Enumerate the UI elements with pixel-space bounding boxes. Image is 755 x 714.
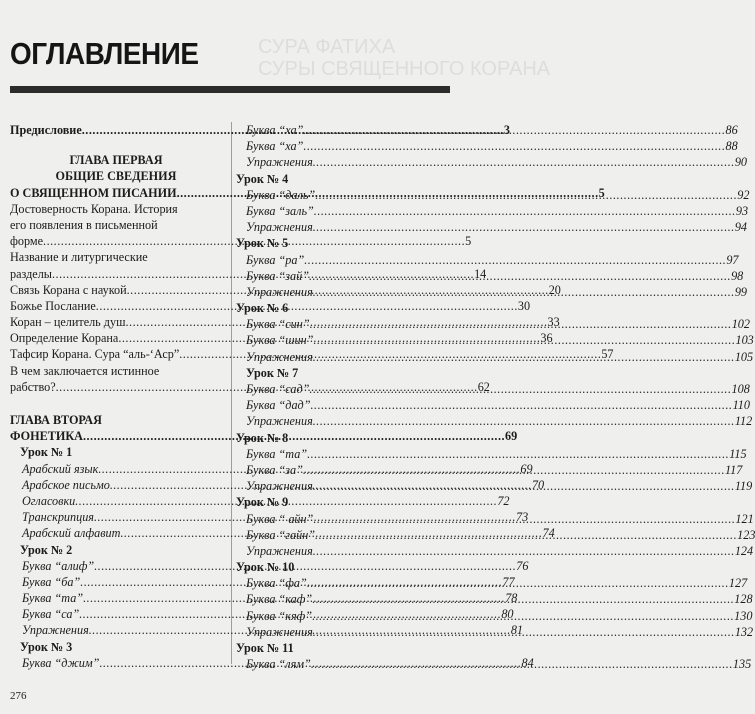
toc-entry[interactable]: Упражнения ..... 105 bbox=[236, 349, 438, 365]
toc-entry[interactable]: Определение Корана ..... 36 bbox=[10, 330, 222, 346]
toc-entry-line: Достоверность Корана. История bbox=[10, 201, 178, 216]
lesson-heading: Урок № 8 bbox=[236, 430, 289, 445]
toc-entry[interactable]: Буква “дад” ..... 110 bbox=[236, 397, 438, 413]
chapter-heading: ГЛАВА ВТОРАЯ bbox=[10, 413, 102, 427]
toc-entry[interactable]: Арабский алфавит ..... 74 bbox=[10, 525, 222, 541]
toc-entry[interactable]: Буква “та” ..... 115 bbox=[236, 446, 438, 462]
toc-entry[interactable]: Буква “лям” ..... 135 bbox=[236, 656, 438, 672]
lesson-heading: Урок № 5 bbox=[236, 236, 289, 251]
toc-entry[interactable]: Буква “ха” ..... 86 bbox=[236, 122, 438, 138]
toc-entry[interactable]: Упражнения ..... 99 bbox=[236, 284, 438, 300]
chapter-heading: ГЛАВА ПЕРВАЯ bbox=[69, 153, 163, 168]
toc-entry[interactable]: Буква “даль” ..... 92 bbox=[236, 187, 438, 203]
toc-entry[interactable]: Буква “сад” ..... 108 bbox=[236, 381, 438, 397]
toc-entry-line: В чем заключается истинное bbox=[10, 363, 160, 378]
toc-entry[interactable]: рабство? ..... 62 bbox=[10, 379, 222, 395]
toc-entry[interactable]: Упражнения ..... 124 bbox=[236, 543, 438, 559]
toc-entry[interactable]: Буква “за” ..... 117 bbox=[236, 462, 438, 478]
lesson-heading: Урок № 6 bbox=[236, 301, 289, 316]
toc-entry[interactable]: Буква “каф” ..... 128 bbox=[236, 591, 438, 607]
toc-entry[interactable]: Буква “ айн” ..... 121 bbox=[236, 511, 438, 527]
toc-entry[interactable]: Буква “заль” ..... 93 bbox=[236, 203, 438, 219]
toc-entry[interactable]: Буква “джим” ..... 84 bbox=[10, 655, 222, 671]
toc-entry[interactable]: Буква “син” ..... 102 bbox=[236, 316, 438, 332]
toc-entry[interactable]: Транскрипция ..... 73 bbox=[10, 509, 222, 525]
toc-entry[interactable]: Упражнения ..... 132 bbox=[236, 624, 438, 640]
toc-entry[interactable]: разделы ..... 14 bbox=[10, 266, 222, 282]
title-rule bbox=[10, 86, 450, 93]
toc-entry[interactable]: Упражнения ..... 119 bbox=[236, 478, 438, 494]
page-title: ОГЛАВЛЕНИЕ bbox=[10, 36, 199, 71]
lesson-heading: Урок № 10 bbox=[236, 560, 295, 575]
toc-entry[interactable]: Буква “са” ..... 80 bbox=[10, 606, 222, 622]
toc-entry-chapter1[interactable]: О СВЯЩЕННОМ ПИСАНИИ ..... 5 bbox=[10, 185, 222, 201]
toc-entry-line: его появления в письменной bbox=[10, 217, 158, 232]
chapter-title: ОБЩИЕ СВЕДЕНИЯ bbox=[55, 169, 177, 184]
toc-entry[interactable]: Буква “ра” ..... 97 bbox=[236, 252, 438, 268]
toc-entry[interactable]: форме ..... 5 bbox=[10, 233, 222, 249]
page-number: 276 bbox=[10, 690, 27, 702]
toc-entry[interactable]: Буква “ба” ..... 77 bbox=[10, 574, 222, 590]
toc-entry[interactable]: Огласовки ..... 72 bbox=[10, 493, 222, 509]
lesson-heading: Урок № 7 bbox=[246, 365, 299, 380]
toc-entry[interactable]: Упражнения ..... 81 bbox=[10, 622, 222, 638]
toc-entry[interactable]: Буква “гайн” ..... 123 bbox=[236, 527, 438, 543]
toc-entry[interactable]: Тафсир Корана. Сура “аль-‘Аср” ..... 57 bbox=[10, 346, 222, 362]
lesson-heading: Урок № 3 bbox=[20, 639, 73, 654]
toc-entry[interactable]: Арабское письмо ..... 70 bbox=[10, 477, 222, 493]
toc-entry[interactable]: Арабский язык ..... 69 bbox=[10, 461, 222, 477]
toc-entry-chapter2[interactable]: ФОНЕТИКА ..... 69 bbox=[10, 428, 222, 444]
toc-entry[interactable]: Буква “кяф” ..... 130 bbox=[236, 608, 438, 624]
toc-entry-line: Название и литургические bbox=[10, 250, 148, 265]
lesson-heading: Урок № 9 bbox=[236, 495, 289, 510]
toc-entry[interactable]: Буква “шин” ..... 103 bbox=[236, 332, 438, 348]
toc-entry[interactable]: Коран – целитель душ ..... 33 bbox=[10, 314, 222, 330]
toc-entry[interactable]: Божье Послание ..... 30 bbox=[10, 298, 222, 314]
toc-entry[interactable]: Буква “та” ..... 78 bbox=[10, 590, 222, 606]
toc-entry[interactable]: Буква “алиф” ..... 76 bbox=[10, 558, 222, 574]
lesson-heading: Урок № 11 bbox=[236, 641, 294, 655]
show-through-text: СУРА ФАТИХА СУРЫ СВЯЩЕННОГО КОРАНА bbox=[258, 36, 551, 80]
toc-entry[interactable]: Буква “зай” ..... 98 bbox=[236, 268, 438, 284]
lesson-heading: Урок № 2 bbox=[20, 542, 73, 557]
lesson-heading: Урок № 1 bbox=[20, 445, 73, 460]
toc-entry[interactable]: Связь Корана с наукой ..... 20 bbox=[10, 282, 222, 298]
toc-entry[interactable]: Упражнения ..... 112 bbox=[236, 413, 438, 429]
toc-entry[interactable]: Упражнения ..... 94 bbox=[236, 219, 438, 235]
toc-entry-preface[interactable]: Предисловие ..... 3 bbox=[10, 122, 222, 138]
lesson-heading: Урок № 4 bbox=[236, 171, 289, 186]
toc-entry[interactable]: Упражнения ..... 90 bbox=[236, 154, 438, 170]
toc-entry[interactable]: Буква “ха” ..... 88 bbox=[236, 138, 438, 154]
toc-entry[interactable]: Буква “фа” ..... 127 bbox=[236, 575, 438, 591]
